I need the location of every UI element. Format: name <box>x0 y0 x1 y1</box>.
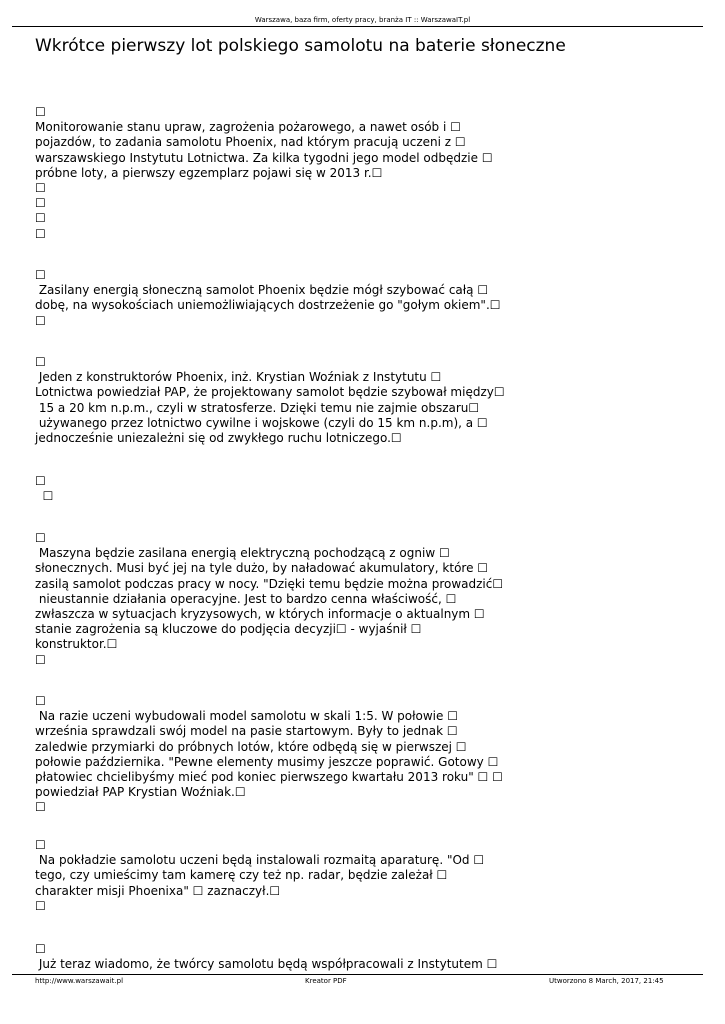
footer-generator: Kreator PDF <box>305 977 347 985</box>
paragraph: ☐ Jeden z konstruktorów Phoenix, inż. Krystian Woźniak z Instytutu ☐ Lotnictwa powiedział PAP, że projektowany samolot będzie szybował między☐ 15 a 20 km n.p.m., czyli w stratosferze. Dzięki temu nie zajmie obszaru☐ używanego przez lotnictwo cywilne i wojskowe (czyli do 15 km n.p.m), a ☐ jednocześnie uniezależni się od zwykłego ruchu lotniczego.☐ <box>35 355 505 446</box>
article-title: Wkrótce pierwszy lot polskiego samolotu na baterie słoneczne <box>35 36 566 56</box>
footer-divider <box>12 974 703 975</box>
header-divider <box>12 26 703 27</box>
paragraph: ☐ ☐ <box>35 474 54 504</box>
paragraph: ☐ Monitorowanie stanu upraw, zagrożenia pożarowego, a nawet osób i ☐ pojazdów, to zadania samolotu Phoenix, nad którym pracują uczeni z ☐ warszawskiego Instytutu Lotnictwa. Za kilka tygodni jego model odbędzie ☐ próbne loty, a pierwszy egzemplarz pojawi się w 2013 r.☐ ☐ ☐ ☐ ☐ <box>35 105 493 241</box>
page-header: Warszawa, baza firm, oferty pracy, branża IT :: WarszawaIT.pl <box>254 16 471 24</box>
paragraph: ☐ Na pokładzie samolotu uczeni będą instalowali rozmaitą aparaturę. "Od ☐ tego, czy umieścimy tam kamerę czy też np. radar, będzie zależał ☐ charakter misji Phoenixa" ☐ zaznaczył.☐ ☐ <box>35 838 485 913</box>
footer-created-date: Utworzono 8 March, 2017, 21:45 <box>549 977 664 985</box>
footer-url[interactable]: http://www.warszawait.pl <box>35 977 124 985</box>
paragraph: ☐ Już teraz wiadomo, że twórcy samolotu będą współpracowali z Instytutem ☐ <box>35 942 498 972</box>
paragraph: ☐ Na razie uczeni wybudowali model samolotu w skali 1:5. W połowie ☐ września sprawdzali swój model na pasie startowym. Były to jednak ☐ zaledwie przymiarki do próbnych lotów, które odbędą się w pierwszej ☐ połowie października. "Pewne elementy musimy jeszcze poprawić. Gotowy ☐ płatowiec chcielibyśmy mieć pod koniec pierwszego kwartału 2013 roku" ☐ ☐ powiedział PAP Krystian Woźniak.☐ ☐ <box>35 694 503 815</box>
paragraph: ☐ Zasilany energią słoneczną samolot Phoenix będzie mógł szybować całą ☐ dobę, na wysokościach uniemożliwiających dostrzeżenie go "gołym okiem".☐ ☐ <box>35 268 501 328</box>
paragraph: ☐ Maszyna będzie zasilana energią elektryczną pochodzącą z ogniw ☐ słonecznych. Musi być jej na tyle dużo, by naładować akumulatory, które ☐ zasilą samolot podczas pracy w nocy. "Dzięki temu będzie można prowadzić☐ nieustannie działania operacyjne. Jest to bardzo cenna właściwość, ☐ zwłaszcza w sytuacjach kryzysowych, w których informacje o aktualnym ☐ stanie zagrożenia są kluczowe do podjęcia decyzji☐ - wyjaśnił ☐ konstruktor.☐ ☐ <box>35 531 504 667</box>
